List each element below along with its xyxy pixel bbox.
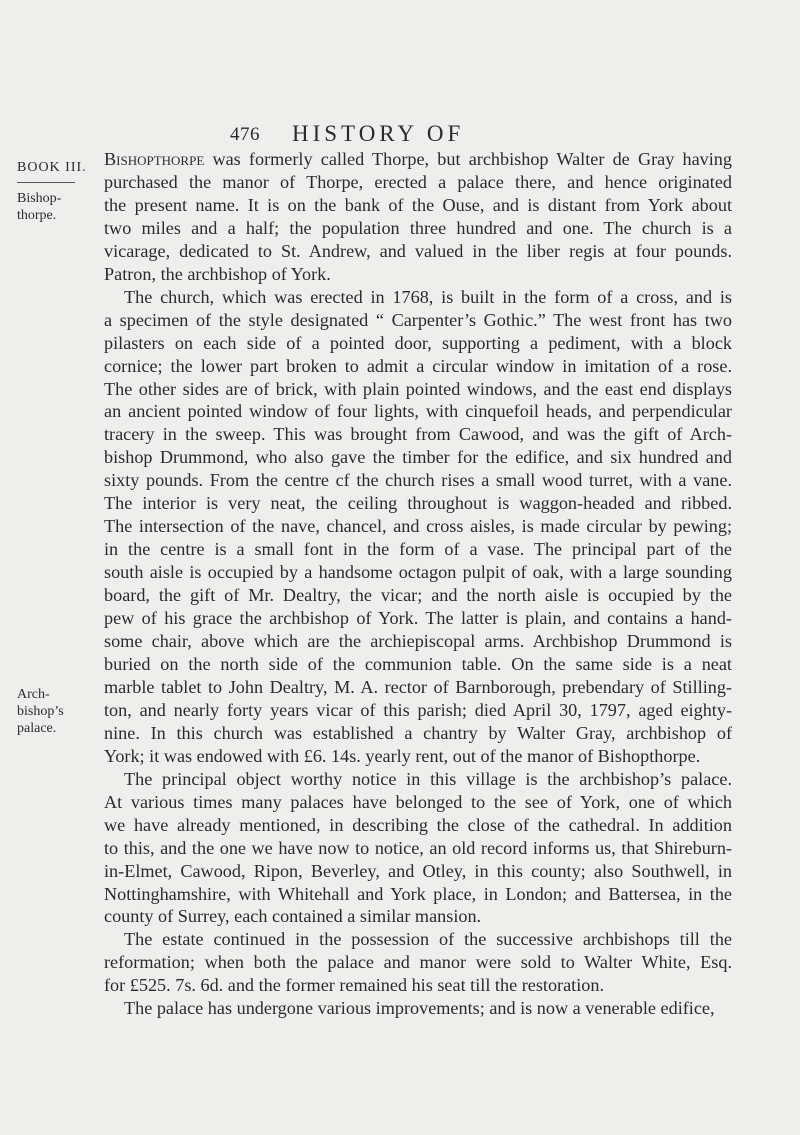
text-line: county of Surrey, each contained a similar mansion. (104, 906, 482, 927)
margin-note-line: Arch- (17, 687, 50, 702)
text-line: sixty pounds. From the centre cf the church rises a small wood turret, with a vane. (104, 470, 732, 491)
running-head: HISTORY OF (292, 121, 465, 146)
paragraph (104, 286, 732, 768)
text-line: south aisle is occupied by a handsome octagon pulpit of oak, with a large sounding (104, 562, 732, 583)
page-number: 476 (230, 124, 260, 145)
text-line: nine. In this church was established a chantry by Walter Gray, archbishop of (104, 722, 732, 743)
text-line: pilasters on each side of a pointed door, supporting a pediment, with a block (104, 332, 732, 353)
text-line: The other sides are of brick, with plain pointed windows, and the east end displays (104, 378, 732, 399)
margin-note-line: thorpe. (17, 208, 57, 223)
book-label-rule (17, 182, 75, 183)
paragraph (104, 148, 732, 286)
text-line: in the centre is a small font in the form of a vase. The principal part of the (104, 539, 732, 560)
text-line: purchased the manor of Thorpe, erected a palace there, and hence originated (104, 171, 732, 192)
text-line: Nottinghamshire, with Whitehall and York place, in London; and Battersea, in the (104, 883, 732, 904)
text-line: At various times many palaces have belonged to the see of York, one of which (104, 791, 732, 812)
paragraph (104, 928, 732, 997)
text-line: we have already mentioned, in describing the close of the cathedral. In addition (104, 814, 732, 835)
text-line: pew of his grace the archbishop of York. The latter is plain, and contains a hand- (104, 608, 732, 629)
text-line: bishop Drummond, who also gave the timber for the edifice, and six hundred and (104, 447, 732, 468)
opening-word: Bishopthorpe (104, 149, 205, 169)
text-line: The interior is very neat, the ceiling throughout is waggon-headed and ribbed. (104, 493, 732, 514)
margin-note-bishopthorpe (17, 190, 87, 224)
book-label: BOOK III. (17, 160, 87, 175)
text-line: tracery in the sweep. This was brought from Cawood, and was the gift of Arch- (104, 424, 732, 445)
text-line: some chair, above which are the archiepiscopal arms. Archbishop Drummond is (104, 631, 732, 652)
body-text (104, 148, 732, 1020)
paragraph (104, 997, 732, 1020)
text-line: two miles and a half; the population three hundred and one. The church is a (104, 217, 732, 238)
paragraph (104, 768, 732, 929)
text-line: The intersection of the nave, chancel, and cross aisles, is made circular by pewing; (104, 516, 732, 537)
text-line: Bishopthorpe was formerly called Thorpe, but archbishop Walter de Gray having (104, 149, 732, 169)
margin-note-line: Bishop- (17, 191, 62, 206)
text-line: in-Elmet, Cawood, Ripon, Beverley, and Otley, in this county; also Southwell, in (104, 860, 732, 881)
text-line: reformation; when both the palace and manor were sold to Walter White, Esq. (104, 952, 732, 973)
text-line: The church, which was erected in 1768, is built in the form of a cross, and is (124, 286, 732, 307)
text-line: ton, and nearly forty years vicar of this parish; died April 30, 1797, aged eighty- (104, 699, 732, 720)
text-line: The palace has undergone various improvements; and is now a venerable edifice, (124, 998, 715, 1019)
text-line: cornice; the lower part broken to admit a circular window in imitation of a rose. (104, 355, 732, 376)
text-line: York; it was endowed with £6. 14s. yearly rent, out of the manor of Bishopthorpe. (104, 745, 701, 766)
text-line: The estate continued in the possession of the successive archbishops till the (124, 929, 732, 950)
margin-note-archbishops-palace (17, 686, 87, 737)
margin-note-line: palace. (17, 721, 57, 736)
text-line: buried on the north side of the communion table. On the same side is a neat (104, 653, 732, 674)
text-line: the present name. It is on the bank of the Ouse, and is distant from York about (104, 194, 732, 215)
text-line: board, the gift of Mr. Dealtry, the vicar; and the north aisle is occupied by the (104, 585, 732, 606)
text-line: vicarage, dedicated to St. Andrew, and valued in the liber regis at four pounds. (104, 240, 732, 261)
text-line: for £525. 7s. 6d. and the former remained his seat till the restoration. (104, 975, 605, 996)
text-line: a specimen of the style designated “ Carpenter’s Gothic.” The west front has two (104, 309, 732, 330)
text-line: marble tablet to John Dealtry, M. A. rector of Barnborough, prebendary of Stilling- (104, 676, 732, 697)
text-line: an ancient pointed window of four lights, with cinquefoil heads, and perpendicular (104, 401, 732, 422)
text-line: to this, and the one we have now to notice, an old record informs us, that Shireburn- (104, 837, 732, 858)
margin-note-line: bishop’s (17, 704, 64, 719)
text-line: The principal object worthy notice in this village is the archbishop’s palace. (124, 768, 732, 789)
text-line: Patron, the archbishop of York. (104, 263, 331, 284)
